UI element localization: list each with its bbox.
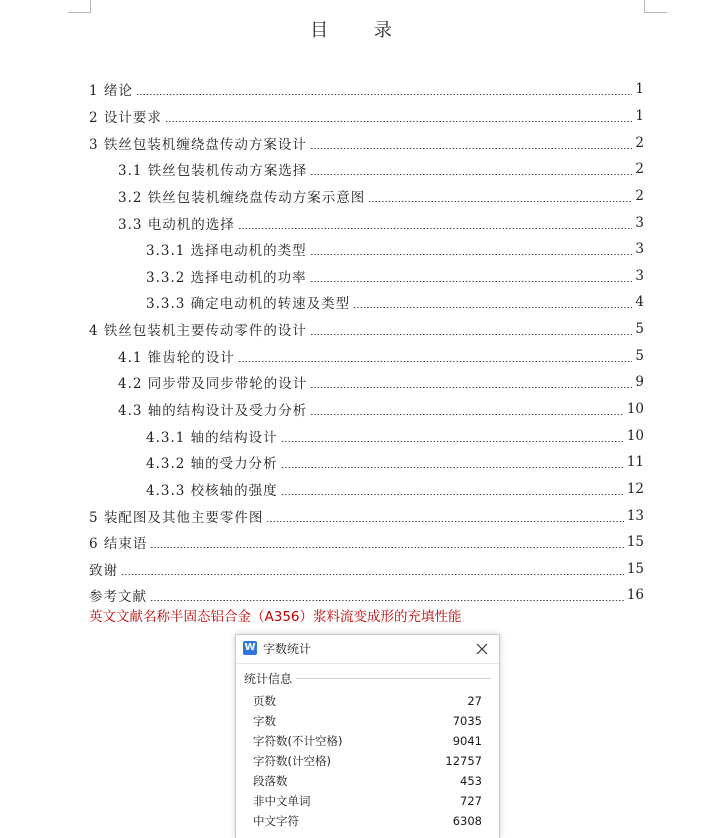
- toc-entry-title: 4.1 锥齿轮的设计: [118, 349, 235, 366]
- toc-page-number: 4: [635, 294, 644, 311]
- toc-heading: 目 录: [310, 20, 412, 41]
- toc-entry[interactable]: [89, 556, 644, 583]
- stat-label: 字数: [253, 714, 276, 728]
- close-icon: [471, 638, 493, 660]
- toc-page-number: 2: [635, 187, 644, 204]
- toc-page-number: 10: [626, 401, 644, 417]
- toc-entry-title: 4.3 轴的结构设计及受力分析: [118, 403, 308, 419]
- stat-value: 6308: [452, 814, 482, 828]
- section-divider: [296, 678, 491, 679]
- stat-value: 727: [460, 794, 482, 808]
- toc-dot-leader: [310, 387, 632, 388]
- toc-entry[interactable]: [89, 289, 644, 316]
- statistics-section-header: [244, 670, 491, 686]
- close-button[interactable]: [471, 638, 493, 660]
- stat-label: 字符数(不计空格): [253, 734, 343, 748]
- toc-dot-leader: [368, 201, 632, 202]
- table-of-contents: [89, 76, 644, 609]
- toc-dot-leader: [266, 521, 623, 522]
- stat-row: [253, 711, 482, 731]
- toc-dot-leader: [310, 281, 633, 282]
- toc-dot-leader: [121, 574, 624, 575]
- toc-page-number: 2: [635, 161, 644, 178]
- statistics-section-label: 统计信息: [244, 671, 293, 686]
- toc-entry-title: 4.3.2 轴的受力分析: [146, 456, 278, 473]
- toc-page-number: 1: [635, 81, 644, 98]
- toc-dot-leader: [281, 467, 624, 468]
- toc-entry-title: 参考文献: [89, 589, 147, 606]
- page-corner-mark-right: [644, 0, 667, 13]
- toc-page-number: 3: [635, 214, 644, 231]
- stat-row: [253, 731, 482, 751]
- toc-entry[interactable]: [89, 582, 644, 609]
- toc-entry-title: 1 绪论: [89, 83, 133, 100]
- toc-entry[interactable]: [89, 396, 644, 423]
- toc-entry-title: 3.3.2 选择电动机的功率: [146, 269, 307, 286]
- toc-page-number: 1: [635, 107, 644, 124]
- toc-dot-leader: [136, 94, 633, 95]
- toc-entry-title: 3.3 电动机的选择: [118, 216, 235, 233]
- toc-dot-leader: [165, 121, 633, 122]
- stat-row: [253, 791, 482, 811]
- toc-page-number: 10: [626, 427, 644, 444]
- toc-dot-leader: [238, 361, 633, 362]
- toc-dot-leader: [353, 307, 632, 308]
- toc-entry-title: 3.1 铁丝包装机传动方案选择: [118, 163, 308, 180]
- toc-entry[interactable]: [89, 262, 644, 289]
- toc-entry[interactable]: [89, 209, 644, 236]
- stat-row: [253, 751, 482, 771]
- toc-entry[interactable]: [89, 449, 644, 476]
- toc-entry[interactable]: [89, 502, 644, 529]
- stat-row: [253, 691, 482, 711]
- toc-entry-title: 4 铁丝包装机主要传动零件的设计: [89, 323, 307, 340]
- stat-label: 字符数(计空格): [253, 754, 331, 768]
- toc-entry[interactable]: [89, 369, 644, 396]
- stat-value: 12757: [445, 754, 482, 768]
- toc-dot-leader: [281, 441, 624, 442]
- stat-value: 27: [467, 694, 482, 708]
- toc-dot-leader: [150, 547, 623, 548]
- dialog-title: 字数统计: [263, 642, 312, 656]
- stat-row: [253, 771, 482, 791]
- toc-dot-leader: [150, 600, 624, 601]
- page-corner-mark-left: [68, 0, 91, 13]
- toc-entry-title: 5 装配图及其他主要零件图: [89, 509, 264, 526]
- toc-entry-title: 致谢: [89, 562, 118, 579]
- stat-label: 段落数: [253, 774, 288, 788]
- toc-entry[interactable]: [89, 129, 644, 156]
- toc-page-number: 5: [635, 347, 644, 364]
- stat-row: [253, 811, 482, 831]
- stat-label: 非中文单词: [253, 794, 311, 808]
- toc-dot-leader: [310, 174, 632, 175]
- toc-entry-title: 3.2 铁丝包装机缠绕盘传动方案示意图: [118, 189, 366, 206]
- toc-page-number: 11: [626, 454, 644, 471]
- toc-dot-leader: [310, 254, 633, 255]
- reference-title-note: 英文文献名称半固态铝合金（A356）浆料流变成形的充填性能: [89, 609, 462, 625]
- toc-entry-title: 4.3.3 校核轴的强度: [146, 482, 278, 499]
- toc-page-number: 15: [626, 534, 644, 551]
- toc-page-number: 15: [626, 560, 644, 577]
- toc-page-number: 3: [635, 267, 644, 284]
- toc-entry[interactable]: [89, 476, 644, 503]
- toc-page-number: 12: [626, 480, 644, 497]
- toc-dot-leader: [238, 228, 633, 229]
- statistics-list: [253, 691, 482, 831]
- toc-entry-title: 4.2 同步带及同步带轮的设计: [118, 376, 308, 393]
- toc-page-number: 13: [626, 507, 644, 524]
- toc-entry-title: 3.3.3 确定电动机的转速及类型: [146, 296, 351, 313]
- stat-value: 9041: [452, 734, 482, 748]
- toc-entry-title: 3 铁丝包装机缠绕盘传动方案设计: [89, 136, 307, 153]
- toc-page-number: 16: [626, 587, 644, 604]
- toc-entry[interactable]: [89, 103, 644, 130]
- stat-label: 页数: [253, 694, 276, 708]
- toc-entry[interactable]: [89, 529, 644, 556]
- toc-page-number: 2: [635, 134, 644, 151]
- toc-dot-leader: [281, 494, 624, 495]
- toc-entry-title: 2 设计要求: [89, 109, 162, 126]
- stat-value: 453: [460, 774, 482, 788]
- toc-dot-leader: [310, 334, 633, 335]
- toc-entry[interactable]: [89, 342, 644, 369]
- toc-entry[interactable]: [89, 183, 644, 210]
- toc-dot-leader: [310, 148, 633, 149]
- toc-page-number: 3: [635, 241, 644, 258]
- word-count-dialog: [235, 634, 500, 838]
- toc-dot-leader: [310, 414, 624, 415]
- dialog-header: [236, 635, 499, 664]
- toc-entry[interactable]: [89, 76, 644, 103]
- toc-entry-title: 6 结束语: [89, 536, 148, 553]
- toc-page-number: 9: [635, 374, 644, 391]
- toc-entry-title: 4.3.1 轴的结构设计: [146, 429, 278, 446]
- stat-value: 7035: [452, 714, 482, 728]
- toc-entry[interactable]: [89, 156, 644, 183]
- stat-label: 中文字符: [253, 814, 299, 828]
- toc-entry[interactable]: [89, 316, 644, 343]
- toc-page-number: 5: [635, 321, 644, 338]
- wps-writer-icon: W: [244, 642, 256, 653]
- toc-entry[interactable]: [89, 422, 644, 449]
- toc-entry[interactable]: [89, 236, 644, 263]
- toc-entry-title: 3.3.1 选择电动机的类型: [146, 243, 307, 260]
